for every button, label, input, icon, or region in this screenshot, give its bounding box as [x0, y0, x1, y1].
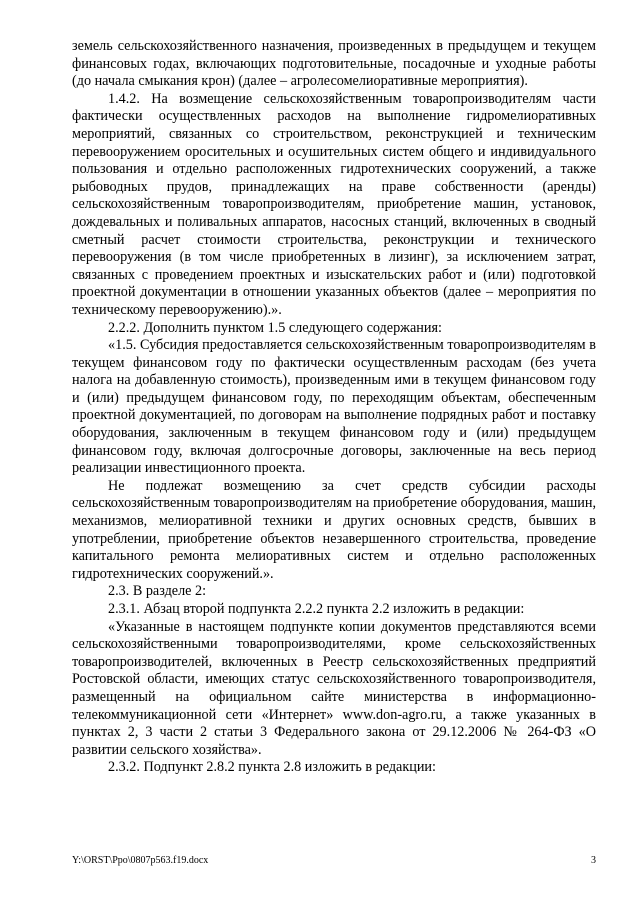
paragraph-quoted-documents: «Указанные в настоящем подпункте копии документов представляются всеми сельскохозяйственными товаропроизводителями, кроме сельскохозяйственных товаропроизводителей, включенных в Реестр сельскохозяйственных предприятий Ростовской области, имеющих статус сельскохозяйственного товаропроизводителя, размещенный на официальном сайте министерства в информационно-телекоммуникационной сети «Интернет» www.don-agro.ru, а также указанных в пунктах 2, 3 части 2 статьи 3 Федерального закона от 29.12.2006 № 264-ФЗ «О развитии сельского хозяйства».	[72, 618, 596, 758]
file-path: Y:\ORST\Ppo\0807p563.f19.docx	[72, 855, 209, 866]
paragraph-1-4-2: 1.4.2. На возмещение сельскохозяйственным товаропроизводителям части фактически осуществленных расходов на выполнение гидромелиоративных мероприятий, связанных со строительством, реконструкцией и техническим перевооружением оросительных и осушительных систем общего и индивидуального пользования и отдельно расположенных гидротехнических сооружений, а также рыбоводных прудов, принадлежащих на праве собственности (аренды) сельскохозяйственным товаропроизводителям, приобретение машин, установок, дождевальных и поливальных аппаратов, насосных станций, включенных в сводный сметный расчет стоимости строительства, реконструкции и технического перевооружения (в том числе приобретенных в лизинг), за исключением затрат, связанных с проведением проектных и изыскательских работ и (или) подготовкой проектной документации в отношении указанных объектов (далее – мероприятия по техническому перевооружению).».	[72, 90, 596, 318]
document-body	[72, 38, 596, 777]
paragraph-2-2-2: 2.2.2. Дополнить пунктом 1.5 следующего содержания:	[108, 319, 442, 336]
paragraph-continuation: земель сельскохозяйственного назначения, произведенных в предыдущем и текущем финансовых годах, включающих подготовительные, посадочные и уходные работы (до начала смыкания крон) (далее – агролесомелиоративные мероприятия).	[72, 38, 596, 90]
paragraph-2-3-2: 2.3.2. Подпункт 2.8.2 пункта 2.8 изложить в редакции:	[108, 759, 436, 776]
paragraph-exclusions: Не подлежат возмещению за счет средств субсидии расходы сельскохозяйственным товаропроизводителям на приобретение оборудования, машин, механизмов, мелиоративной техники и других основных средств, бывших в употреблении, приобретение объектов незавершенного строительства, проведение капитального ремонта мелиоративных систем и отдельно расположенных гидротехнических сооружений.».	[72, 477, 596, 582]
paragraph-1-5: «1.5. Субсидия предоставляется сельскохозяйственным товаропроизводителям в текущем финансовом году по фактически осуществленным расходам (без учета налога на добавленную стоимость), произведенным ими в текущем финансовом году и (или) предыдущем финансовом году, по переходящим объектам, обеспеченным проектной документацией, по договорам на выполнение подрядных работ и поставку оборудования, заключенным в текущем финансовом году и (или) предыдущем финансовом году, включая долгосрочные договоры, заключенные на весь период реализации инвестиционного проекта.	[72, 337, 596, 477]
page-number: 3	[591, 855, 596, 866]
paragraph-2-3: 2.3. В разделе 2:	[108, 583, 207, 600]
page-footer	[72, 855, 596, 867]
paragraph-2-3-1: 2.3.1. Абзац второй подпункта 2.2.2 пункта 2.2 изложить в редакции:	[108, 601, 525, 617]
